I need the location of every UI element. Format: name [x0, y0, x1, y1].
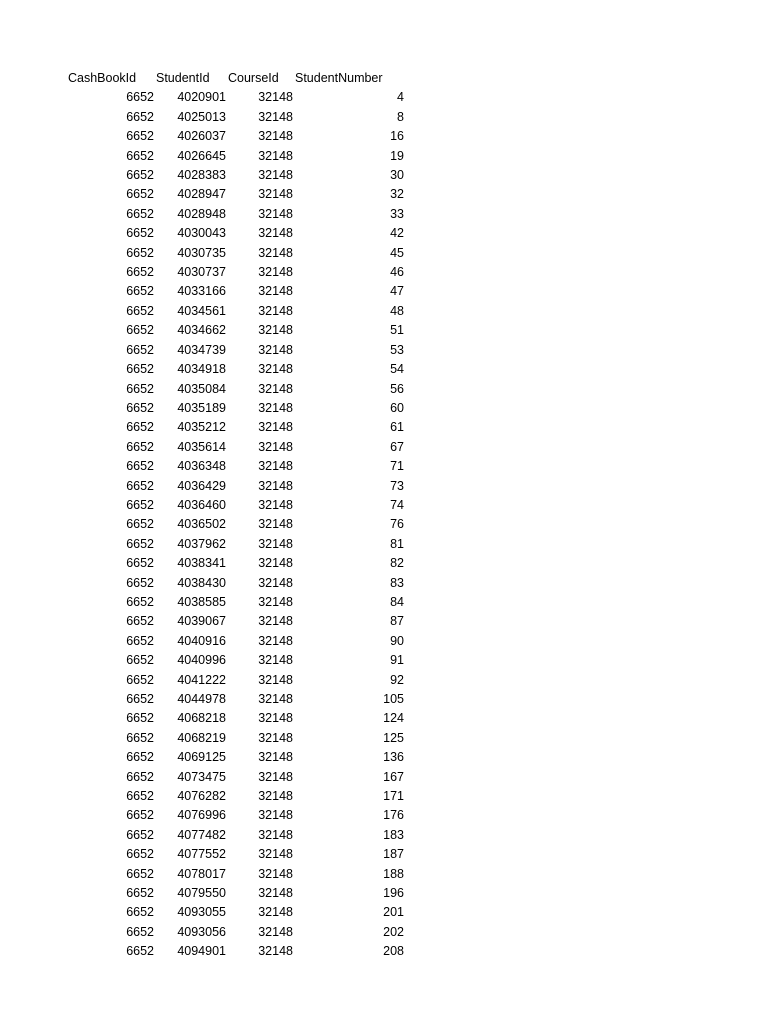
table-row [64, 477, 404, 496]
cell-courseid: 32148 [258, 866, 293, 881]
cell-studentid: 4076996 [177, 808, 226, 823]
cell-courseid: 32148 [258, 284, 293, 299]
table-row [64, 205, 404, 224]
table-row [64, 554, 404, 573]
cell-studentid: 4068219 [177, 730, 226, 745]
table-row [64, 806, 404, 825]
cell-studentnumber: 8 [397, 109, 404, 124]
cell-studentnumber: 91 [390, 653, 404, 668]
cell-studentnumber: 56 [390, 381, 404, 396]
cell-courseid: 32148 [258, 944, 293, 959]
cell-courseid: 32148 [258, 886, 293, 901]
table-row [64, 884, 404, 903]
cell-studentid: 4020901 [177, 90, 226, 105]
cell-cashbookid: 6652 [126, 730, 154, 745]
cell-cashbookid: 6652 [126, 303, 154, 318]
cell-courseid: 32148 [258, 129, 293, 144]
cell-courseid: 32148 [258, 226, 293, 241]
table-row [64, 224, 404, 243]
table-row [64, 671, 404, 690]
cell-cashbookid: 6652 [126, 206, 154, 221]
cell-courseid: 32148 [258, 847, 293, 862]
cell-studentnumber: 171 [383, 789, 404, 804]
cell-studentnumber: 187 [383, 847, 404, 862]
table-row [64, 341, 404, 360]
cell-studentnumber: 76 [390, 517, 404, 532]
cell-cashbookid: 6652 [126, 575, 154, 590]
cell-courseid: 32148 [258, 750, 293, 765]
cell-studentid: 4077552 [177, 847, 226, 862]
cell-studentid: 4025013 [177, 109, 226, 124]
cell-courseid: 32148 [258, 303, 293, 318]
cell-courseid: 32148 [258, 594, 293, 609]
table-row [64, 942, 404, 961]
table-row [64, 632, 404, 651]
cell-studentnumber: 201 [383, 905, 404, 920]
cell-studentnumber: 67 [390, 439, 404, 454]
cell-courseid: 32148 [258, 789, 293, 804]
cell-courseid: 32148 [258, 187, 293, 202]
cell-cashbookid: 6652 [126, 400, 154, 415]
cell-studentid: 4034918 [177, 362, 226, 377]
table-row [64, 748, 404, 767]
cell-studentnumber: 16 [390, 129, 404, 144]
cell-cashbookid: 6652 [126, 905, 154, 920]
cell-cashbookid: 6652 [126, 594, 154, 609]
cell-studentid: 4039067 [177, 614, 226, 629]
cell-courseid: 32148 [258, 245, 293, 260]
cell-cashbookid: 6652 [126, 789, 154, 804]
table-row [64, 457, 404, 476]
table-row [64, 496, 404, 515]
cell-studentnumber: 176 [383, 808, 404, 823]
cell-studentid: 4028948 [177, 206, 226, 221]
cell-studentnumber: 92 [390, 672, 404, 687]
cell-courseid: 32148 [258, 575, 293, 590]
cell-studentid: 4038341 [177, 556, 226, 571]
cell-courseid: 32148 [258, 672, 293, 687]
cell-courseid: 32148 [258, 497, 293, 512]
cell-studentid: 4028947 [177, 187, 226, 202]
table-row [64, 845, 404, 864]
cell-courseid: 32148 [258, 924, 293, 939]
cell-studentnumber: 61 [390, 420, 404, 435]
cell-cashbookid: 6652 [126, 517, 154, 532]
cell-studentid: 4041222 [177, 672, 226, 687]
cell-studentid: 4069125 [177, 750, 226, 765]
table-row [64, 903, 404, 922]
cell-studentid: 4035189 [177, 400, 226, 415]
cell-cashbookid: 6652 [126, 672, 154, 687]
cell-cashbookid: 6652 [126, 886, 154, 901]
cell-cashbookid: 6652 [126, 944, 154, 959]
cell-courseid: 32148 [258, 827, 293, 842]
cell-studentnumber: 84 [390, 594, 404, 609]
cell-cashbookid: 6652 [126, 284, 154, 299]
cell-cashbookid: 6652 [126, 362, 154, 377]
table-row [64, 302, 404, 321]
cell-cashbookid: 6652 [126, 90, 154, 105]
cell-courseid: 32148 [258, 808, 293, 823]
cell-studentid: 4033166 [177, 284, 226, 299]
cell-studentnumber: 90 [390, 633, 404, 648]
cell-cashbookid: 6652 [126, 381, 154, 396]
table-row [64, 108, 404, 127]
cell-studentid: 4026645 [177, 148, 226, 163]
table-row [64, 418, 404, 437]
cell-cashbookid: 6652 [126, 497, 154, 512]
cell-cashbookid: 6652 [126, 633, 154, 648]
cell-courseid: 32148 [258, 653, 293, 668]
cell-studentid: 4036348 [177, 459, 226, 474]
cell-cashbookid: 6652 [126, 459, 154, 474]
cell-studentnumber: 53 [390, 342, 404, 357]
cell-studentnumber: 202 [383, 924, 404, 939]
cell-studentnumber: 124 [383, 711, 404, 726]
cell-studentid: 4036429 [177, 478, 226, 493]
cell-studentnumber: 42 [390, 226, 404, 241]
table-row [64, 690, 404, 709]
cell-cashbookid: 6652 [126, 866, 154, 881]
cell-studentid: 4037962 [177, 536, 226, 551]
cell-studentnumber: 45 [390, 245, 404, 260]
cell-cashbookid: 6652 [126, 109, 154, 124]
cell-studentnumber: 188 [383, 866, 404, 881]
table-row [64, 574, 404, 593]
cell-studentnumber: 71 [390, 459, 404, 474]
cell-studentnumber: 125 [383, 730, 404, 745]
cell-studentid: 4034739 [177, 342, 226, 357]
cell-studentnumber: 196 [383, 886, 404, 901]
cell-studentid: 4026037 [177, 129, 226, 144]
cell-studentnumber: 167 [383, 769, 404, 784]
table-row [64, 535, 404, 554]
cell-cashbookid: 6652 [126, 769, 154, 784]
cell-courseid: 32148 [258, 633, 293, 648]
cell-cashbookid: 6652 [126, 924, 154, 939]
cell-courseid: 32148 [258, 400, 293, 415]
cell-studentnumber: 30 [390, 168, 404, 183]
table-row [64, 787, 404, 806]
header-studentid: StudentId [156, 71, 210, 85]
cell-courseid: 32148 [258, 342, 293, 357]
cell-cashbookid: 6652 [126, 187, 154, 202]
cell-courseid: 32148 [258, 323, 293, 338]
cell-courseid: 32148 [258, 381, 293, 396]
table-row [64, 282, 404, 301]
cell-studentnumber: 81 [390, 536, 404, 551]
cell-cashbookid: 6652 [126, 711, 154, 726]
cell-cashbookid: 6652 [126, 556, 154, 571]
cell-studentid: 4038585 [177, 594, 226, 609]
cell-courseid: 32148 [258, 362, 293, 377]
cell-studentnumber: 87 [390, 614, 404, 629]
cell-studentnumber: 60 [390, 400, 404, 415]
cell-studentid: 4035614 [177, 439, 226, 454]
cell-studentnumber: 32 [390, 187, 404, 202]
cell-studentid: 4030735 [177, 245, 226, 260]
cell-studentid: 4036502 [177, 517, 226, 532]
cell-studentnumber: 54 [390, 362, 404, 377]
header-cashbookid: CashBookId [68, 71, 137, 85]
cell-cashbookid: 6652 [126, 226, 154, 241]
cell-studentid: 4079550 [177, 886, 226, 901]
cell-studentnumber: 136 [383, 750, 404, 765]
cell-studentid: 4073475 [177, 769, 226, 784]
cell-studentnumber: 183 [383, 827, 404, 842]
cell-courseid: 32148 [258, 536, 293, 551]
cell-studentnumber: 19 [390, 148, 404, 163]
cell-cashbookid: 6652 [126, 847, 154, 862]
cell-studentid: 4035084 [177, 381, 226, 396]
cell-cashbookid: 6652 [126, 827, 154, 842]
cell-studentnumber: 73 [390, 478, 404, 493]
table-row [64, 709, 404, 728]
cell-studentnumber: 4 [397, 90, 404, 105]
cell-courseid: 32148 [258, 109, 293, 124]
cell-studentid: 4077482 [177, 827, 226, 842]
table-row [64, 321, 404, 340]
table-row [64, 244, 404, 263]
cell-studentnumber: 47 [390, 284, 404, 299]
cell-courseid: 32148 [258, 478, 293, 493]
table-row [64, 380, 404, 399]
cell-courseid: 32148 [258, 206, 293, 221]
cell-courseid: 32148 [258, 905, 293, 920]
cell-studentid: 4040996 [177, 653, 226, 668]
table-row [64, 263, 404, 282]
cell-studentid: 4094901 [177, 944, 226, 959]
table-row [64, 88, 404, 107]
header-courseid: CourseId [228, 71, 279, 85]
cell-studentid: 4076282 [177, 789, 226, 804]
cell-courseid: 32148 [258, 517, 293, 532]
cell-courseid: 32148 [258, 769, 293, 784]
cell-courseid: 32148 [258, 265, 293, 280]
cell-studentid: 4030043 [177, 226, 226, 241]
cell-studentnumber: 51 [390, 323, 404, 338]
table-row [64, 729, 404, 748]
cell-courseid: 32148 [258, 711, 293, 726]
cell-studentid: 4034662 [177, 323, 226, 338]
cell-courseid: 32148 [258, 168, 293, 183]
table-row [64, 399, 404, 418]
table-row [64, 826, 404, 845]
cell-courseid: 32148 [258, 459, 293, 474]
table-row [64, 651, 404, 670]
cell-studentid: 4040916 [177, 633, 226, 648]
header-row [64, 69, 404, 88]
data-table [64, 69, 404, 962]
cell-courseid: 32148 [258, 614, 293, 629]
cell-cashbookid: 6652 [126, 439, 154, 454]
cell-cashbookid: 6652 [126, 808, 154, 823]
cell-cashbookid: 6652 [126, 420, 154, 435]
cell-cashbookid: 6652 [126, 168, 154, 183]
cell-studentnumber: 33 [390, 206, 404, 221]
table-row [64, 923, 404, 942]
cell-studentid: 4044978 [177, 692, 226, 706]
cell-studentid: 4030737 [177, 265, 226, 280]
cell-courseid: 32148 [258, 556, 293, 571]
table-row [64, 515, 404, 534]
cell-studentid: 4035212 [177, 420, 226, 435]
table-row [64, 865, 404, 884]
cell-cashbookid: 6652 [126, 614, 154, 629]
cell-cashbookid: 6652 [126, 750, 154, 765]
table-row [64, 768, 404, 787]
table-row [64, 185, 404, 204]
cell-studentid: 4034561 [177, 303, 226, 318]
cell-cashbookid: 6652 [126, 478, 154, 493]
cell-courseid: 32148 [258, 730, 293, 745]
cell-studentnumber: 208 [383, 944, 404, 959]
cell-courseid: 32148 [258, 420, 293, 435]
header-studentnumber: StudentNumber [295, 71, 383, 85]
cell-cashbookid: 6652 [126, 148, 154, 163]
table-row [64, 360, 404, 379]
cell-studentid: 4028383 [177, 168, 226, 183]
cell-cashbookid: 6652 [126, 536, 154, 551]
table-row [64, 438, 404, 457]
cell-studentnumber: 46 [390, 265, 404, 280]
cell-courseid: 32148 [258, 148, 293, 163]
cell-studentid: 4093056 [177, 924, 226, 939]
cell-studentnumber: 83 [390, 575, 404, 590]
cell-studentid: 4038430 [177, 575, 226, 590]
table-row [64, 166, 404, 185]
cell-studentid: 4078017 [177, 866, 226, 881]
cell-cashbookid: 6652 [126, 653, 154, 668]
table-row [64, 127, 404, 146]
cell-cashbookid: 6652 [126, 265, 154, 280]
table-row [64, 147, 404, 166]
cell-studentid: 4036460 [177, 497, 226, 512]
cell-studentid: 4068218 [177, 711, 226, 726]
cell-courseid: 32148 [258, 90, 293, 105]
cell-courseid: 32148 [258, 439, 293, 454]
cell-studentnumber: 105 [383, 692, 404, 706]
cell-cashbookid: 6652 [126, 245, 154, 260]
cell-studentnumber: 48 [390, 303, 404, 318]
table-row [64, 612, 404, 631]
cell-studentnumber: 74 [390, 497, 404, 512]
cell-cashbookid: 6652 [126, 342, 154, 357]
cell-studentnumber: 82 [390, 556, 404, 571]
table-row [64, 593, 404, 612]
cell-cashbookid: 6652 [126, 323, 154, 338]
cell-courseid: 32148 [258, 692, 293, 706]
cell-studentid: 4093055 [177, 905, 226, 920]
cell-cashbookid: 6652 [126, 692, 154, 706]
cell-cashbookid: 6652 [126, 129, 154, 144]
